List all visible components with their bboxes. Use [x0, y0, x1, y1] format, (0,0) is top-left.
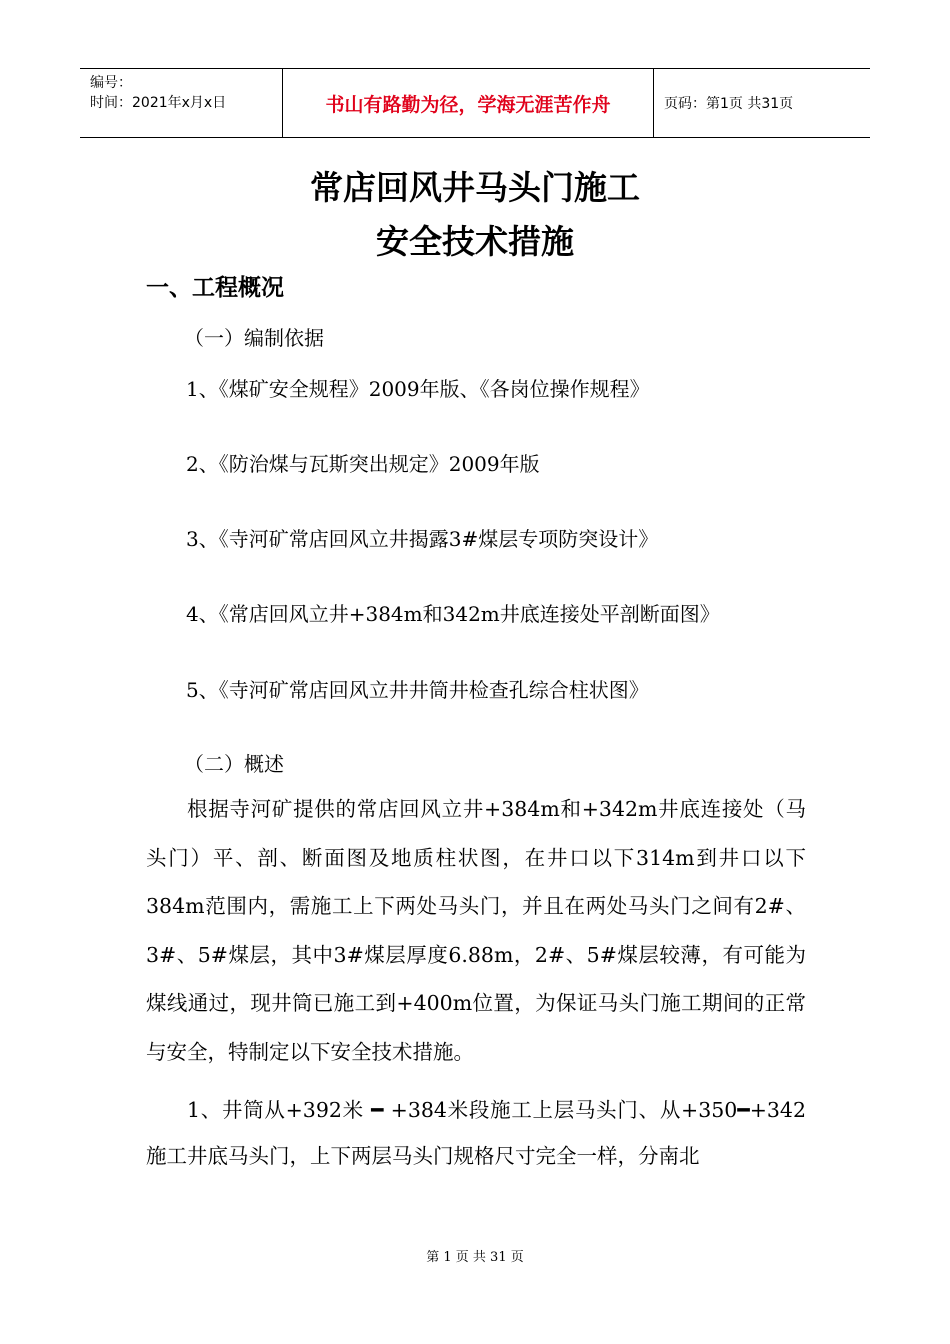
- document-title-line1: 常店回风井马头门施工: [310, 168, 640, 207]
- basis-item-1: 1、《煤矿安全规程》2009年版、《各岗位操作规程》: [186, 377, 650, 401]
- header-motto: 书山有路勤为径，学海无涯苦作舟: [325, 93, 611, 116]
- basis-item-2: 2、《防治煤与瓦斯突出规定》2009年版: [186, 452, 540, 476]
- document-title-line2: 安全技术措施: [376, 222, 574, 261]
- number-label: 编号：: [90, 75, 132, 91]
- measure-item-1: 1、井筒从+392米 ━ +384米段施工上层马头门、从+350━+342施工井底马头门，上下两层马头门规格尺寸完全一样，分南北: [146, 1098, 806, 1168]
- basis-item-4: 4、《常店回风立井+384m和342m井底连接处平剖断面图》: [186, 602, 720, 626]
- page-footer: 第 1 页 共 31 页: [426, 1250, 524, 1265]
- time-label: 时间：2021年x月x日: [90, 95, 227, 111]
- header-page-info: 页码：第1页 共31页: [664, 96, 794, 112]
- section-heading: 一、工程概况: [146, 275, 284, 301]
- header-meta: [80, 69, 282, 137]
- document-header: [80, 68, 870, 138]
- header-motto-cell: [282, 69, 654, 137]
- subsection-basis: （一）编制依据: [184, 326, 324, 350]
- basis-item-3: 3、《寺河矿常店回风立井揭露3#煤层专项防突设计》: [186, 527, 659, 551]
- subsection-overview: （二）概述: [184, 752, 284, 776]
- basis-item-5: 5、《寺河矿常店回风立井井筒井检查孔综合柱状图》: [186, 678, 649, 702]
- overview-paragraph: 根据寺河矿提供的常店回风立井+384m和+342m井底连接处（马头门）平、剖、断面图及地质柱状图，在井口以下314m到井口以下384m范围内，需施工上下两处马头门，并且在两处马头门之间有2#、3#、5#煤层，其中3#煤层厚度6.88m，2#、5#煤层较薄，有可能为煤线通过，现井筒已施工到+400m位置，为保证马头门施工期间的正常与安全，特制定以下安全技术措施。: [146, 797, 806, 1064]
